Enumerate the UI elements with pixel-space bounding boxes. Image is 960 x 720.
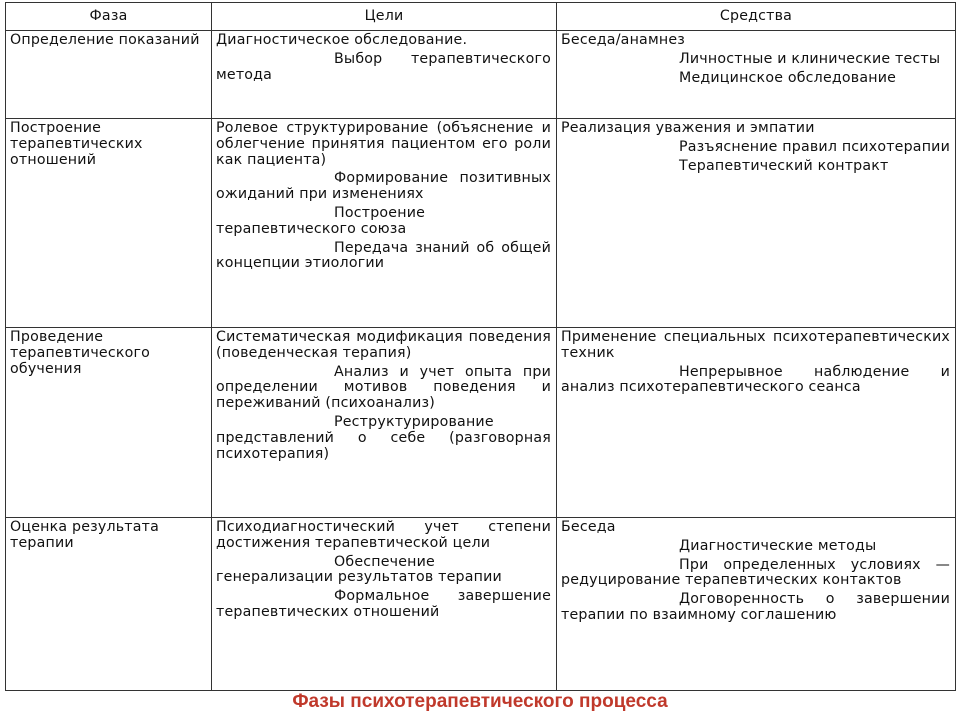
goal-item: Ролевое структурирование (объяснение и облегчение принятия пациентом его роли как пациента)	[216, 120, 551, 168]
goal-item: Психодиагностический учет степени достижения терапевтической цели	[216, 519, 551, 551]
goals-cell	[212, 518, 557, 691]
header-goals: Цели	[212, 3, 557, 31]
means-item: Разъяснение правил психотерапии	[679, 138, 951, 155]
means-item: Беседа/анамнез	[561, 32, 685, 48]
goal-item: Передача знаний об общей концепции этиологии	[216, 239, 551, 272]
means-cell	[557, 31, 956, 119]
means-item: Реализация уважения и эмпатии	[561, 120, 815, 136]
phases-table	[5, 2, 956, 691]
means-cell	[557, 518, 956, 691]
goals-cell	[212, 119, 557, 328]
header-means: Средства	[557, 3, 956, 31]
table-row	[6, 328, 956, 518]
table-header-row	[6, 3, 956, 31]
means-item: Личностные и клинические тесты	[679, 50, 941, 67]
goal-item: Формальное завершение терапевтических отношений	[216, 588, 551, 620]
table-row	[6, 119, 956, 328]
means-item: Применение специальных психотерапевтических техник	[561, 329, 950, 361]
goals-cell	[212, 31, 557, 119]
goal-item: Систематическая модификация поведения (поведенческая терапия)	[216, 329, 551, 361]
phase-cell: Построение терапевтических отношений	[6, 119, 212, 328]
phase-cell: Определение показаний	[6, 31, 212, 119]
goal-item: Построение терапевтического союза	[216, 204, 426, 237]
header-phase: Фаза	[6, 3, 212, 31]
goal-item: Анализ и учет опыта при определении мотивов поведения и переживаний (психоанализ)	[216, 363, 551, 412]
means-item: Договоренность о завершении терапии по взаимному соглашению	[561, 591, 950, 623]
means-cell	[557, 328, 956, 518]
goals-cell	[212, 328, 557, 518]
means-cell	[557, 119, 956, 328]
phases-table-frame	[5, 2, 955, 690]
goal-item: Реструктурирование представлений о себе (разговорная психотерапия)	[216, 413, 551, 462]
means-item: Диагностические методы	[679, 537, 877, 554]
means-item: Беседа	[561, 519, 616, 535]
phase-cell: Оценка результата терапии	[6, 518, 212, 691]
means-item: При определенных условиях — редуцирование терапевтических контактов	[561, 556, 950, 589]
table-row	[6, 31, 956, 119]
means-item: Непрерывное наблюдение и анализ психотерапевтического сеанса	[561, 363, 950, 396]
goal-item: Формирование позитивных ожиданий при изменениях	[216, 170, 551, 203]
table-caption: Фазы психотерапевтического процесса	[292, 691, 668, 712]
means-item: Терапевтический контракт	[679, 157, 889, 174]
goal-item: Обеспечение генерализации результатов терапии	[216, 553, 502, 586]
goal-item: Выбор терапевтического метода	[216, 50, 551, 83]
means-item: Медицинское обследование	[679, 69, 897, 86]
phase-cell: Проведение терапевтического обучения	[6, 328, 212, 518]
table-row	[6, 518, 956, 691]
goal-item: Диагностическое обследование.	[216, 32, 468, 48]
